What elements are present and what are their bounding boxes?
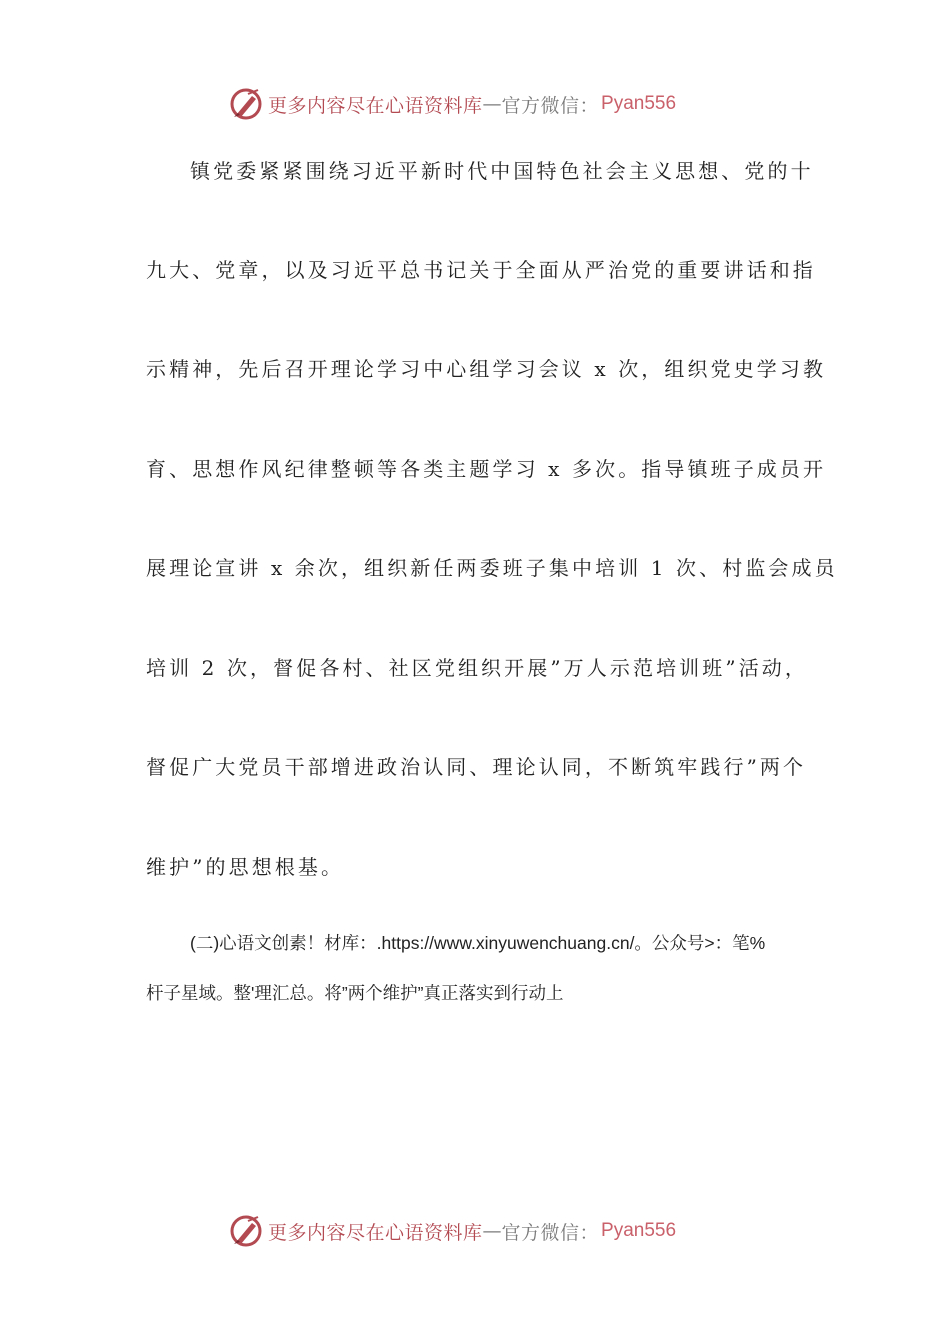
watermark-wechat-label: 官方微信： xyxy=(501,1221,600,1244)
pen-logo-icon xyxy=(228,86,264,122)
watermark-wechat-label: 官方微信： xyxy=(501,94,600,117)
watermark-text-cn: 更多内容尽在心语资料库 xyxy=(268,94,483,117)
watermark-dash: — xyxy=(482,1220,502,1242)
paragraph-2-line: 杆子星域。整'理汇总。将”两个维护”真正落实到行动上 xyxy=(146,983,564,1003)
paragraph-2-line: (二)心语文创素！材库：.https://www.xinyuwenchuang.cn/。公众号>：笔% xyxy=(190,933,766,953)
paragraph-1-line: 展理论宣讲 x 余次，组织新任两委班子集中培训 1 次、村监会成员 xyxy=(146,556,838,580)
pen-logo-icon xyxy=(228,1213,264,1249)
paragraph-1-line: 镇党委紧紧围绕习近平新时代中国特色社会主义思想、党的十 xyxy=(190,159,814,183)
watermark-account: Pyan556 xyxy=(601,1220,677,1241)
watermark-text-cn: 更多内容尽在心语资料库 xyxy=(268,1221,483,1244)
watermark-dash: — xyxy=(482,93,502,115)
paragraph-1-line: 育、思想作风纪律整顿等各类主题学习 x 多次。指导镇班子成员开 xyxy=(146,457,827,481)
watermark-footer xyxy=(228,1211,676,1251)
paragraph-1-line: 九大、党章，以及习近平总书记关于全面从严治党的重要讲话和指 xyxy=(146,258,816,282)
paragraph-1-line: 培训 2 次，督促各村、社区党组织开展”万人示范培训班”活动， xyxy=(146,656,808,680)
paragraph-1-line: 维护”的思想根基。 xyxy=(146,855,345,879)
paragraph-1-line: 督促广大党员干部增进政治认同、理论认同，不断筑牢践行”两个 xyxy=(146,755,807,779)
watermark-account: Pyan556 xyxy=(601,93,677,114)
watermark-header xyxy=(228,84,676,124)
paragraph-1-line: 示精神，先后召开理论学习中心组学习会议 x 次，组织党史学习教 xyxy=(146,357,827,381)
